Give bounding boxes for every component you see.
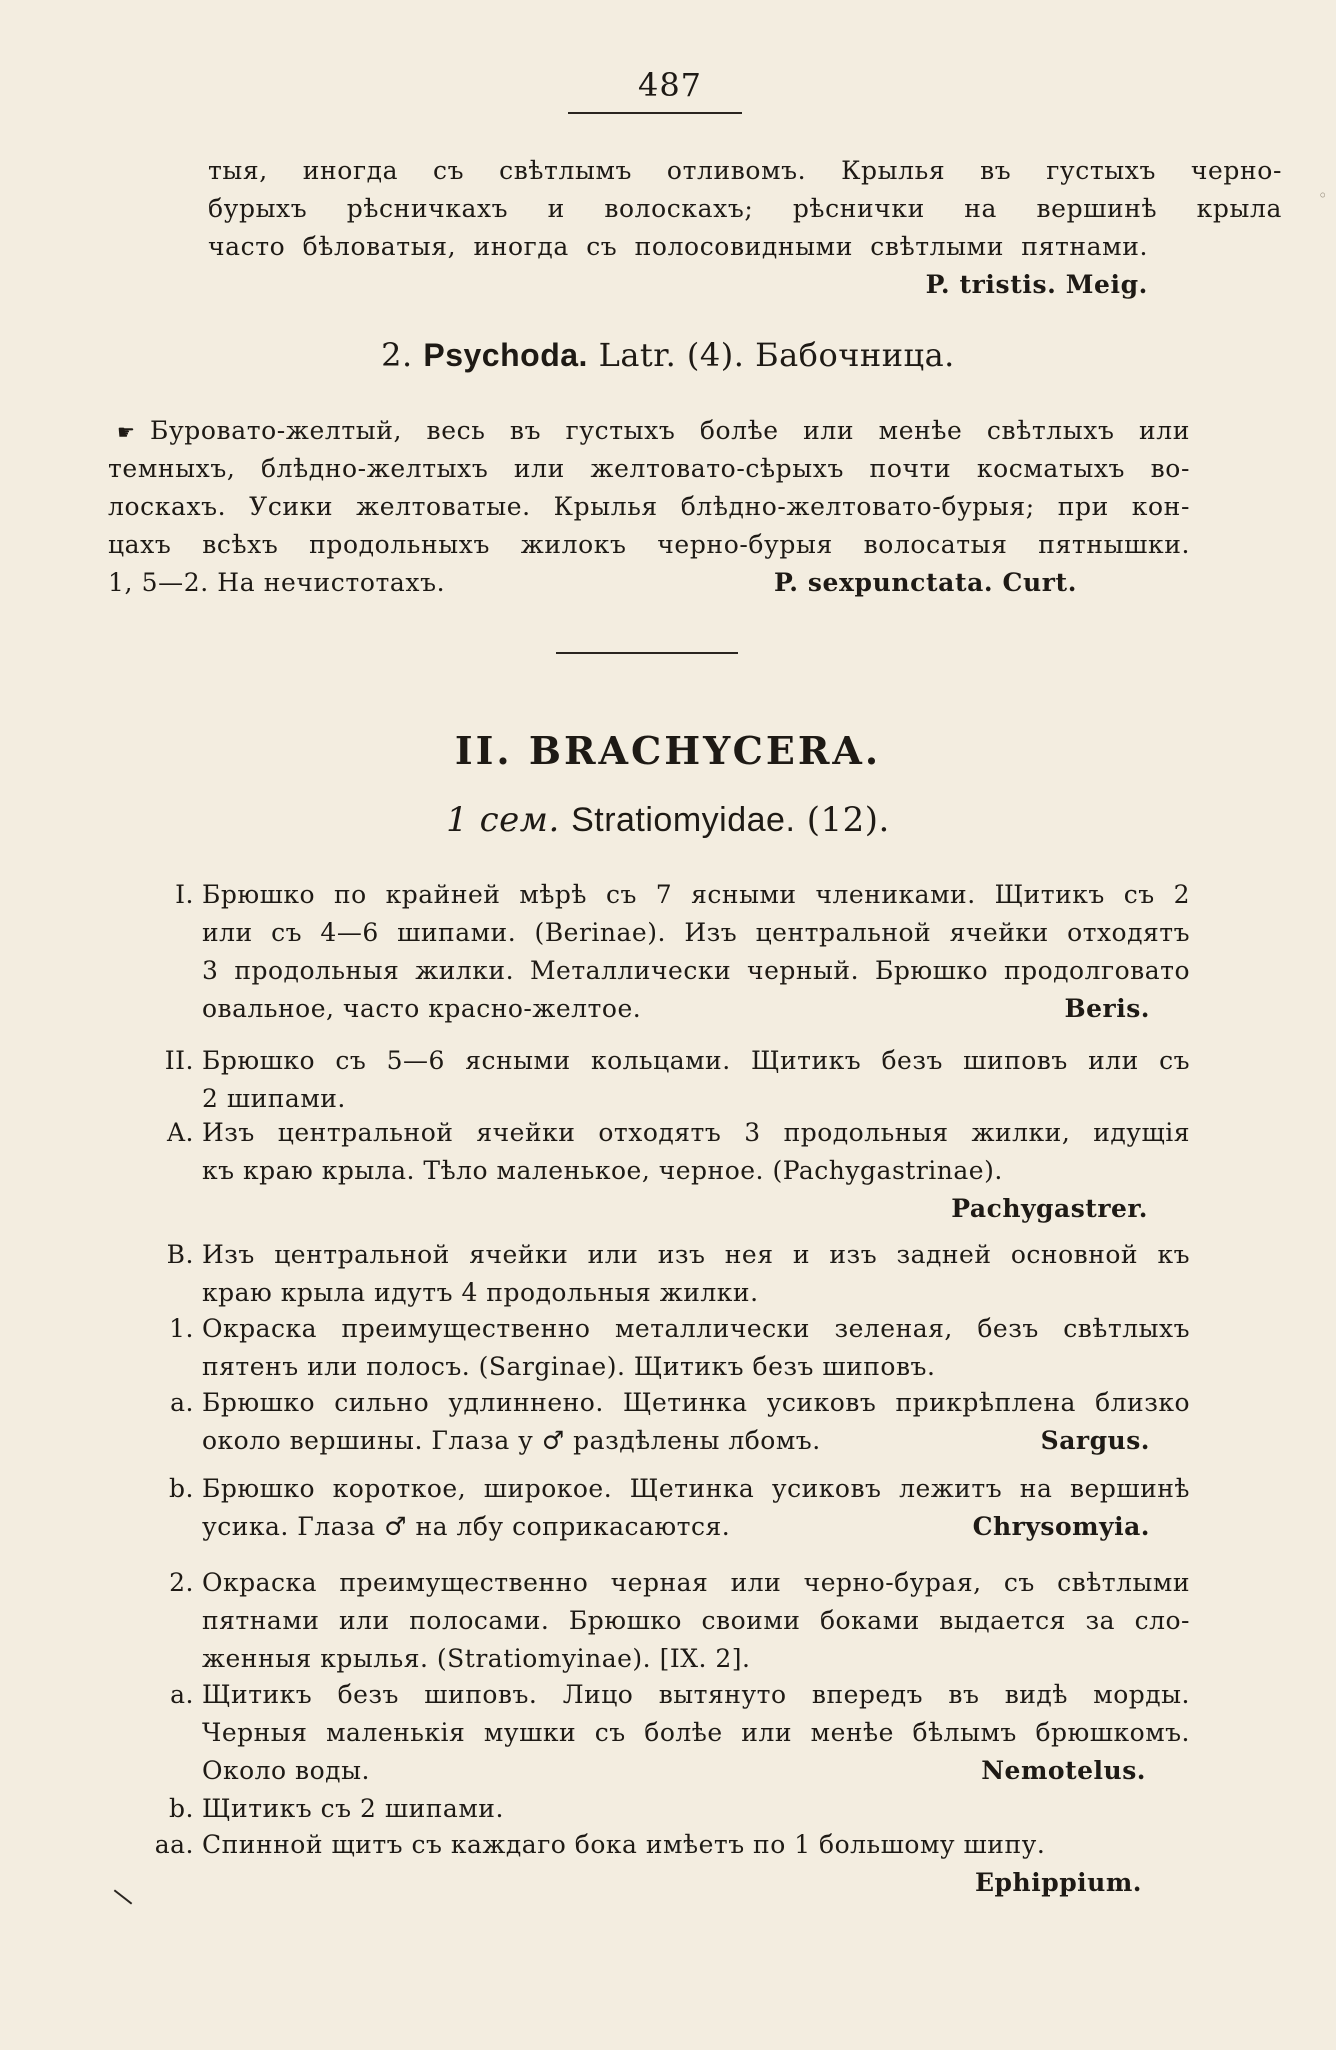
key-entry [170,1384,1190,1460]
genus-russian-name: Бабочница. [755,336,955,374]
bullet-mark: ☛ [117,420,135,444]
text-line-end: овальное, часто красно-желтое. [202,994,642,1023]
text-line: краю крыла идутъ 4 продольныя жилки. [202,1278,759,1307]
genus-name: Pachygastrer. [951,1194,1148,1223]
text-line-end: 1, 5—2. На нечистотахъ. [108,568,446,597]
family-number: 1 сем. [446,800,560,840]
entry-marker: B. [166,1240,194,1269]
text-line [202,990,1190,1028]
margin-dash [114,1889,133,1904]
text-line: тыя, иногда съ свѣтлымъ отливомъ. Крылья въ густыхъ черно- [208,156,1282,185]
text-line: пятенъ или полосъ. (Sarginae). Щитикъ безъ шиповъ. [202,1352,936,1381]
entry-marker: b. [169,1474,194,1503]
section-divider [556,652,738,654]
text-line: Изъ центральной ячейки отходятъ 3 продольныя жилки, идущія [202,1118,1190,1147]
entry-marker: 2. [169,1568,194,1597]
text-line: Брюшко съ 5—6 ясными кольцами. Щитикъ безъ шиповъ или съ [202,1046,1190,1075]
key-entry [175,876,1190,1028]
text-line: Окраска преимущественно металлически зеленая, безъ свѣтлыхъ [202,1314,1190,1343]
species-name: P. tristis. Meig. [925,270,1148,299]
entry-marker: A. [166,1118,194,1147]
family-header [0,800,1336,840]
text-line: къ краю крыла. Тѣло маленькое, черное. (Pachygastrinae). [202,1156,1003,1185]
key-entry [166,1236,1190,1312]
text-line: Буровато-желтый, весь въ густыхъ болѣе или менѣе свѣтлыхъ или [150,416,1190,445]
text-line: женныя крылья. (Stratiomyinae). [IX. 2]. [202,1644,751,1673]
key-entry [164,1042,1190,1118]
text-line [108,564,1190,602]
genus-name: Beris. [1064,994,1150,1023]
text-line: Изъ центральной ячейки или изъ нея и изъ задней основной къ [202,1240,1190,1269]
text-line [202,1752,1190,1790]
key-entry [169,1470,1190,1546]
key-entry [169,1310,1190,1386]
text-line: пятнами или полосами. Брюшко своими боками выдается за сло- [202,1606,1190,1635]
entry-marker: I. [175,880,194,909]
entry-marker: 1. [169,1314,194,1343]
text-line: или съ 4—6 шипами. (Berinae). Изъ центральной ячейки отходятъ [202,918,1190,947]
key-entry [170,1676,1190,1790]
entry-marker: a. [170,1388,194,1417]
family-name: Stratiomyidae. [571,801,796,839]
genus-name: Ephippium. [975,1868,1142,1897]
genus-header [0,336,1336,374]
entry-marker: a. [170,1680,194,1709]
genus-name: Psychoda. [423,337,588,373]
species-name: P. sexpunctata. Curt. [774,568,1078,597]
genus-name: Sargus. [1040,1426,1150,1455]
entry-marker: b. [169,1794,194,1823]
family-count: (12). [806,800,890,840]
text-line: темныхъ, блѣдно-желтыхъ или желтовато-сѣрыхъ почти косматыхъ во- [108,454,1190,483]
text-line: лоскахъ. Усики желтоватые. Крылья блѣдно-желтовато-бурыя; при кон- [108,492,1190,521]
genus-name: Nemotelus. [981,1756,1146,1785]
entry-marker: aa. [154,1830,194,1859]
text-line: Щитикъ безъ шиповъ. Лицо вытянуто впередъ въ видѣ морды. [202,1680,1190,1709]
genus-count: (4). [686,336,745,374]
entry-marker: II. [164,1046,194,1075]
text-line: Черныя маленькія мушки съ болѣе или менѣе бѣлымъ брюшкомъ. [202,1718,1190,1747]
text-line: Брюшко сильно удлиннено. Щетинка усиковъ прикрѣплена близко [202,1388,1190,1417]
text-line: Спинной щитъ съ каждаго бока имѣетъ по 1 большому шипу. [202,1830,1046,1859]
text-line: бурыхъ рѣсничкахъ и волоскахъ; рѣснички на вершинѣ крыла [208,194,1282,223]
key-entry [169,1564,1190,1678]
text-line: 3 продольныя жилки. Металлически черный. Брюшко продолговато [202,956,1190,985]
text-line: цахъ всѣхъ продольныхъ жилокъ черно-бурыя волосатыя пятнышки. [108,530,1190,559]
text-line: Брюшко по крайней мѣрѣ съ 7 ясными члениками. Щитикъ съ 2 [202,880,1190,909]
key-entry [169,1790,1190,1828]
psychoda-paragraph [108,412,1190,602]
text-line-end: около вершины. Глаза у ♂ раздѣлены лбомъ. [202,1426,821,1455]
text-line-end: Около воды. [202,1756,370,1785]
section-header: II. BRACHYCERA. [454,728,882,773]
text-line-end: усика. Глаза ♂ на лбу соприкасаются. [202,1512,731,1541]
text-line: Брюшко короткое, широкое. Щетинка усиковъ лежитъ на вершинѣ [202,1474,1190,1503]
key-entry [166,1114,1190,1228]
text-line: 2 шипами. [202,1084,346,1113]
genus-author: Latr. [598,336,677,374]
text-line: часто бѣловатыя, иногда съ полосовидными свѣтлыми пятнами. [208,232,1148,261]
text-line [202,1422,1190,1460]
top-paragraph [208,152,1282,304]
key-entry [154,1826,1190,1902]
genus-number: 2. [381,336,413,374]
text-line: Окраска преимущественно черная или черно-бурая, съ свѣтлыми [202,1568,1190,1597]
text-line: Щитикъ съ 2 шипами. [202,1794,504,1823]
page-number: 487 [637,66,703,104]
margin-mark: ◦ [1318,186,1328,205]
text-line [202,1508,1190,1546]
genus-name: Chrysomyia. [972,1512,1150,1541]
top-divider [568,112,742,114]
